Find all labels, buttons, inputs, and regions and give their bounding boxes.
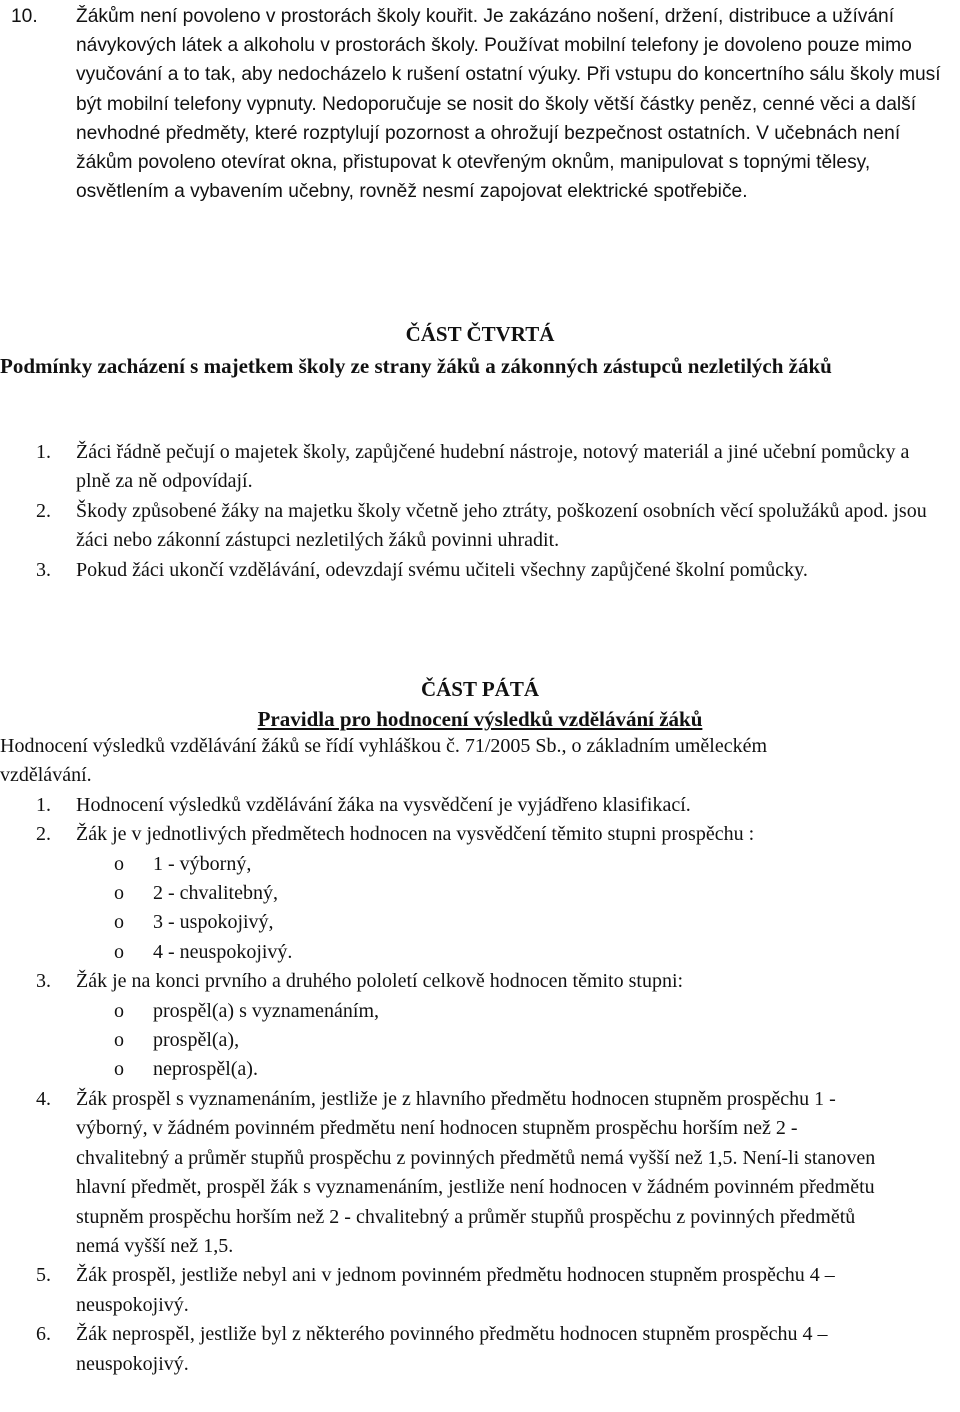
item-number: 1. [36, 441, 51, 463]
list-item [0, 1320, 960, 1379]
bullet-icon: o [114, 852, 124, 875]
item-number: 6. [36, 1323, 51, 1346]
grade-item [0, 908, 960, 937]
item-number: 2. [36, 499, 51, 522]
part4-list [0, 438, 960, 585]
part4-subtitle: Podmínky zacházení s majetkem školy ze strany žáků a zákonných zástupců nezletilých žáků [0, 354, 832, 378]
grade-item [0, 879, 960, 908]
item-text: Žák prospěl, jestliže nebyl ani v jednom povinném předmětu hodnocen stupněm prospěchu 4 – neuspokojivý. [76, 1264, 835, 1316]
overall-item [0, 1055, 960, 1084]
list-item [0, 791, 960, 820]
rule-item-10 [0, 2, 960, 206]
bullet-icon: o [114, 911, 124, 934]
item-number: 4. [36, 1087, 51, 1110]
bullet-icon: o [114, 999, 124, 1022]
bullet-icon: o [114, 1058, 124, 1081]
item-text: Žákům není povoleno v prostorách školy kouřit. Je zakázáno nošení, držení, distribuce a užívání návykových látek a alkoholu v prostorách školy. Používat mobilní telefony je dovoleno pouze mimo vyučování a to tak, aby nedocházelo k rušení ostatní výuky. Při vstupu do koncertního sálu školy musí být mobilní telefony vypnuty. Nedoporučuje se nosit do školy větší částky peněz, cenné věci a další nevhodné předměty, které rozptylují pozornost a ohrožují bezpečnost ostatních. V učebnách není žákům povoleno otevírat okna, přistupovat k otevřeným oknům, manipulovat s topnými tělesy, osvětlením a vybavením učebny, rovněž nesmí zapojovat elektrické spotřebiče. [76, 6, 941, 203]
item-number: 5. [36, 1264, 51, 1287]
grade-text: 1 - výborný, [153, 852, 252, 875]
item-text: Žák prospěl s vyznamenáním, jestliže je z hlavního předmětu hodnocen stupněm prospěchu 1 - výborný, v žádném povinném předmětu není hodnocen stupněm prospěchu horším než 2 - chvalitebný a průměr stupňů prospěchu z povinných předmětů nemá vyšší než 1,5. Není-li stanoven hlavní předmět, prospěl žák s vyznamenáním, jestliže není hodnocen v žádném povinném předmětu stupněm prospěchu horším než 2 - chvalitebný a průměr stupňů prospěchu z povinných předmětů nemá vyšší než 1,5. [76, 1087, 876, 1257]
list-item [0, 967, 960, 996]
bullet-icon: o [114, 940, 124, 963]
overall-text: prospěl(a) s vyznamenáním, [153, 999, 380, 1022]
list-item [0, 556, 960, 585]
item-number: 2. [36, 823, 51, 846]
item-number: 10. [11, 6, 38, 27]
grade-text: 3 - uspokojivý, [153, 911, 274, 934]
overall-text: neprospěl(a). [153, 1058, 258, 1081]
part5-title: ČÁST PÁTÁ [420, 677, 540, 701]
grade-item [0, 938, 960, 967]
grade-item [0, 850, 960, 879]
bullet-icon: o [114, 1029, 124, 1052]
part5-subtitle: Pravidla pro hodnocení výsledků vzdělávání žáků [257, 707, 703, 731]
item-number: 3. [36, 970, 51, 993]
part5-intro: Hodnocení výsledků vzdělávání žáků se řídí vyhláškou č. 71/2005 Sb., o základním uměleckém vzdělávání. [0, 735, 768, 787]
grade-text: 2 - chvalitebný, [153, 882, 278, 905]
list-item [0, 1085, 960, 1261]
list-item [0, 497, 960, 556]
item-text: Žáci řádně pečují o majetek školy, zapůjčené hudební nástroje, notový materiál a jiné učební pomůcky a plně za ně odpovídají. [76, 441, 910, 493]
item-text: Žák neprospěl, jestliže byl z některého povinného předmětu hodnocen stupněm prospěchu 4 – neuspokojivý. [76, 1323, 828, 1375]
list-item [0, 820, 960, 849]
item-text: Hodnocení výsledků vzdělávání žáka na vysvědčení je vyjádřeno klasifikací. [76, 793, 691, 816]
item-text: Škody způsobené žáky na majetku školy včetně jeho ztráty, poškození osobních věcí spolužáků apod. jsou žáci nebo zákonní zástupci nezletilých žáků povinni uhradit. [76, 499, 927, 552]
bullet-icon: o [114, 882, 124, 905]
item-number: 3. [36, 558, 51, 581]
part5-body [0, 732, 960, 1379]
item-text: Žák je na konci prvního a druhého pololetí celkově hodnocen těmito stupni: [76, 970, 684, 993]
list-item [0, 438, 960, 497]
grade-text: 4 - neuspokojivý. [153, 940, 293, 963]
list-item [0, 1261, 960, 1320]
item-text: Pokud žáci ukončí vzdělávání, odevzdají svému učiteli všechny zapůjčené školní pomůcky. [76, 558, 808, 581]
part4-title: ČÁST ČTVRTÁ [405, 322, 555, 346]
overall-item [0, 1026, 960, 1055]
overall-item [0, 997, 960, 1026]
item-number: 1. [36, 793, 51, 816]
overall-text: prospěl(a), [153, 1029, 240, 1052]
item-text: Žák je v jednotlivých předmětech hodnocen na vysvědčení těmito stupni prospěchu : [76, 823, 755, 846]
